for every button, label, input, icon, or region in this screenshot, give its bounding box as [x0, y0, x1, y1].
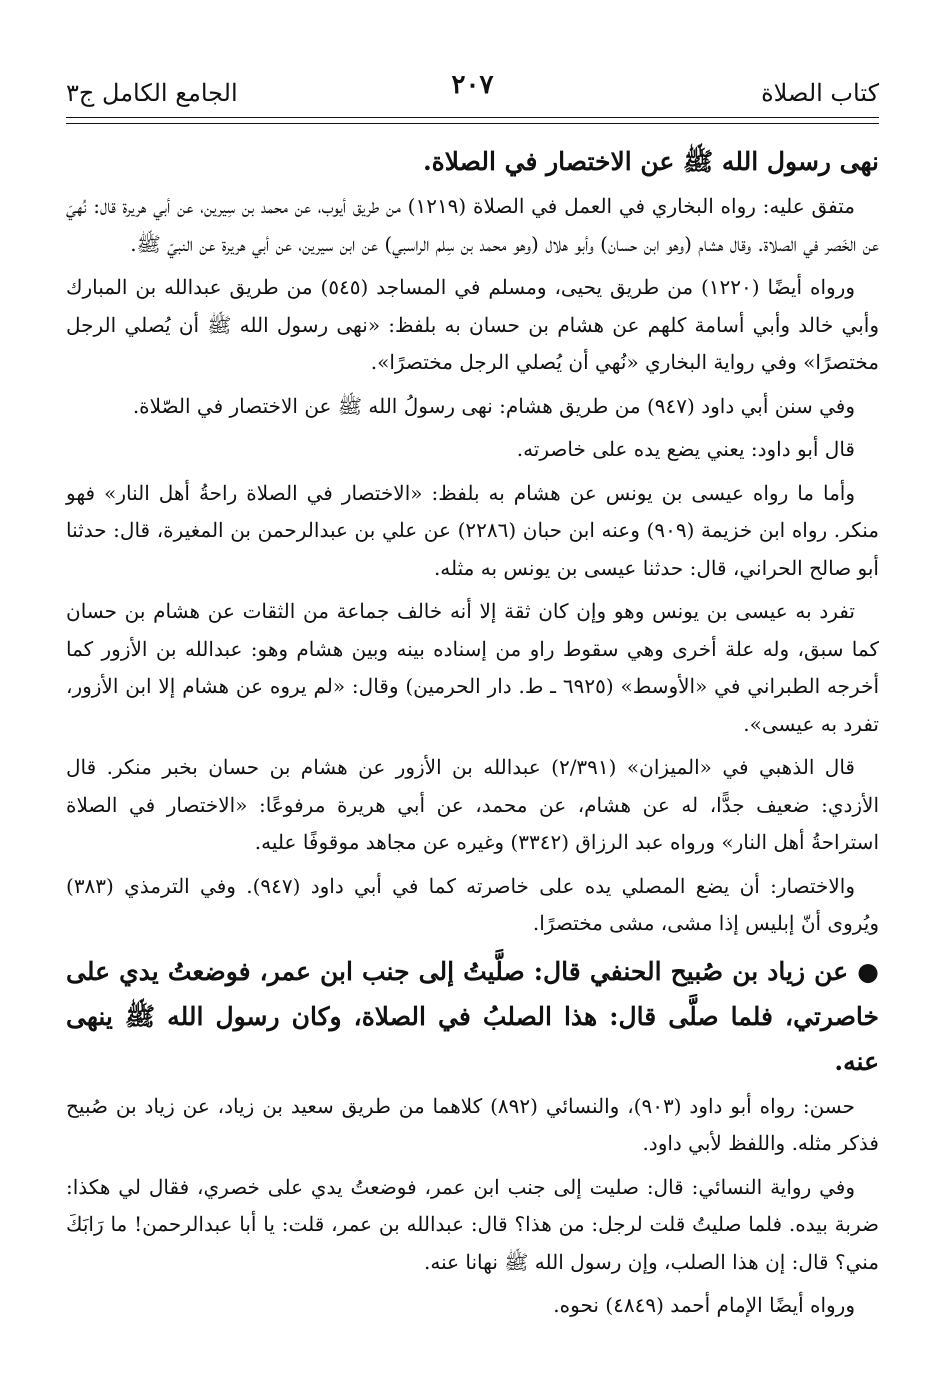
takhrij-paragraph: متفق عليه: رواه البخاري في العمل في الصلاة (١٢١٩) من طريق أيوب، عن محمد بن سِيرين، عن أبي هريرة قال: نُهيَ عن الخَصر في الصلاة. وقال هشام (وهو ابن حسان) وأبو هلال (وهو محمد بن سِلم الراسبي) عن ابن سيرين، عن أبي هريرة عن النبيّ ﷺ.: [66, 194, 879, 256]
header-rule-bottom: [66, 123, 879, 124]
takhrij-paragraph: ورواه أيضًا (١٢٢٠) من طريق يحيى، ومسلم في المساجد (٥٤٥) من طريق عبدالله بن المبارك وأبي خالد وأبي أسامة كلهم عن هشام بن حسان به بلفظ: «نهى رسول الله ﷺ أن يُصلي الرجل مختصرًا» وفي رواية البخاري «نُهي أن يُصلي الرجل مختصرًا».: [66, 275, 879, 374]
header-rule-top: [66, 117, 879, 118]
takhrij-paragraph: قال الذهبي في «الميزان» (٢/٣٩١) عبدالله بن الأزور عن هشام بن حسان بخبر منكر. قال الأزدي: ضعيف جدًّا، له عن هشام، عن محمد، عن أبي هريرة مرفوعًا: «الاختصار في الصلاة استراحةُ أهل النار» ورواه عبد الرزاق (٣٣٤٢) وغيره عن مجاهد موقوفًا عليه.: [66, 755, 879, 854]
book-volume-title: الجامع الكامل ج٣: [66, 79, 238, 107]
page-header: [66, 70, 879, 116]
hadith-text: ● عن زياد بن صُبيح الحنفي قال: صلَّيتُ إلى جنب ابن عمر، فوضعتُ يدي على خاصرتي، فلما صلَّى قال: هذا الصلبُ في الصلاة، وكان رسول الله ﷺ ينهى عنه.: [66, 956, 879, 1076]
page-number: ٢٠٧: [451, 70, 494, 100]
takhrij-paragraph: قال أبو داود: يعني يضع يده على خاصرته.: [516, 437, 855, 461]
takhrij-paragraph: حسن: رواه أبو داود (٩٠٣)، والنسائي (٨٩٢) كلاهما من طريق سعيد بن زياد، عن زياد بن صُبيح فذكر مثله. واللفظ لأبي داود.: [66, 1093, 879, 1155]
chapter-hadith-heading: نهى رسول الله ﷺ عن الاختصار في الصلاة.: [422, 147, 879, 176]
takhrij-paragraph: وفي سنن أبي داود (٩٤٧) من طريق هشام: نهى رسولُ الله ﷺ عن الاختصار في الصّلاة.: [132, 393, 855, 418]
book-section-title: كتاب الصلاة: [761, 79, 879, 107]
takhrij-paragraph: وفي رواية النسائي: قال: صليت إلى جنب ابن عمر، فوضعتُ يدي على خصري، فقال لي هكذا: ضربة بيده. فلما صليتُ قلت لرجل: من هذا؟ قال: عبدالله بن عمر، قلت: يا أبا عبدالرحمن! ما رَابَكَ مني؟ قال: إن هذا الصلب، وإن رسول الله ﷺ نهانا عنه.: [66, 1174, 879, 1274]
takhrij-paragraph: تفرد به عيسى بن يونس وهو وإن كان ثقة إلا أنه خالف جماعة من الثقات عن هشام بن حسان كما سبق، وله علة أخرى وهي سقوط راو من إسناده بينه وبين هشام وهو: عبدالله بن الأزور كما أخرجه الطبراني في «الأوسط» (٦٩٢٥ ـ ط. دار الحرمين) وقال: «لم يروه عن هشام إلا ابن الأزور، تفرد به عيسى».: [66, 599, 879, 736]
takhrij-paragraph: وأما ما رواه عيسى بن يونس عن هشام به بلفظ: «الاختصار في الصلاة راحةُ أهل النار» فهو منكر. رواه ابن خزيمة (٩٠٩) وعنه ابن حبان (٢٢٨٦) عن علي بن عبدالرحمن بن المغيرة، قال: حدثنا أبو صالح الحراني، قال: حدثنا عيسى بن يونس به مثله.: [66, 480, 879, 580]
page-body: [66, 140, 879, 1331]
takhrij-paragraph: والاختصار: أن يضع المصلي يده على خاصرته كما في أبي داود (٩٤٧). وفي الترمذي (٣٨٣) ويُروى أنّ إبليس إذا مشى، مشى مختصرًا.: [66, 873, 879, 935]
takhrij-paragraph: ورواه أيضًا الإمام أحمد (٤٨٤٩) نحوه.: [553, 1293, 855, 1317]
